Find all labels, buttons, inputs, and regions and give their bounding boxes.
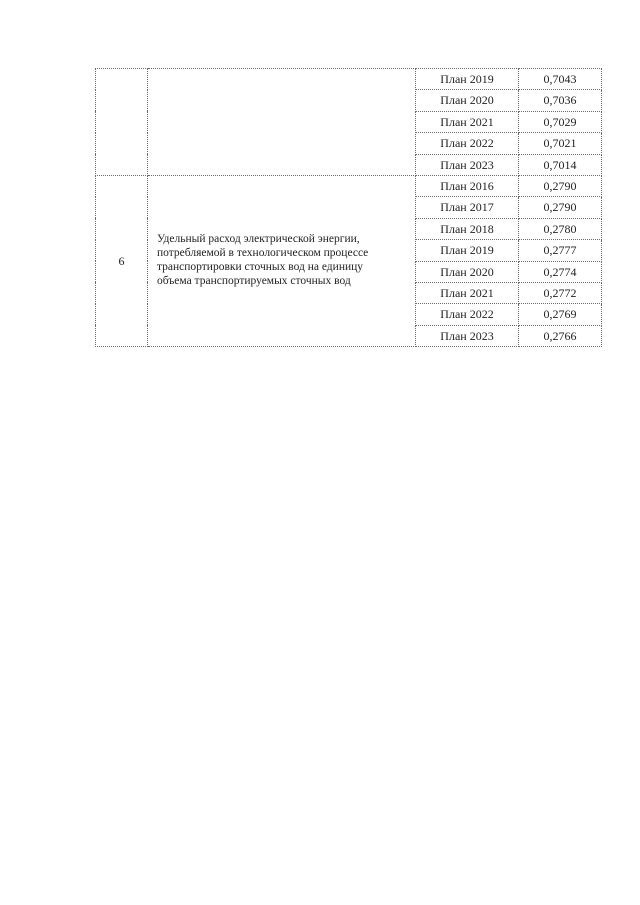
plan-year-cell: План 2021 — [416, 282, 519, 303]
plan-year-cell: План 2019 — [416, 240, 519, 261]
value-cell: 0,2766 — [519, 325, 602, 346]
plan-year-cell: План 2016 — [416, 175, 519, 196]
plan-year-cell: План 2020 — [416, 90, 519, 111]
description-line: объема транспортируемых сточных вод — [157, 274, 351, 287]
description-line: потребляемой в технологическом процессе — [157, 247, 369, 260]
value-cell: 0,7043 — [519, 69, 602, 90]
row-number-cell: 6 — [96, 175, 148, 346]
value-cell: 0,7014 — [519, 154, 602, 175]
value-cell: 0,2772 — [519, 282, 602, 303]
indicator-table — [95, 68, 602, 347]
table-row — [96, 175, 602, 196]
table-row — [96, 69, 602, 90]
value-cell: 0,7036 — [519, 90, 602, 111]
plan-year-cell: План 2022 — [416, 133, 519, 154]
plan-year-cell: План 2019 — [416, 69, 519, 90]
value-cell: 0,7029 — [519, 111, 602, 132]
plan-year-cell: План 2023 — [416, 154, 519, 175]
value-cell: 0,2774 — [519, 261, 602, 282]
value-cell: 0,2769 — [519, 304, 602, 325]
description-line: Удельный расход электрической энергии, — [157, 233, 360, 246]
plan-year-cell: План 2018 — [416, 218, 519, 239]
indicator-description-cell — [148, 69, 416, 176]
plan-year-cell: План 2023 — [416, 325, 519, 346]
plan-year-cell: План 2020 — [416, 261, 519, 282]
indicator-description-cell — [148, 175, 416, 346]
plan-year-cell: План 2017 — [416, 197, 519, 218]
indicator-table-body — [96, 69, 602, 347]
plan-year-cell: План 2021 — [416, 111, 519, 132]
value-cell: 0,2790 — [519, 197, 602, 218]
value-cell: 0,2780 — [519, 218, 602, 239]
description-line: транспортировки сточных вод на единицу — [157, 261, 364, 274]
value-cell: 0,2790 — [519, 175, 602, 196]
row-number-cell — [96, 69, 148, 176]
value-cell: 0,2777 — [519, 240, 602, 261]
value-cell: 0,7021 — [519, 133, 602, 154]
plan-year-cell: План 2022 — [416, 304, 519, 325]
